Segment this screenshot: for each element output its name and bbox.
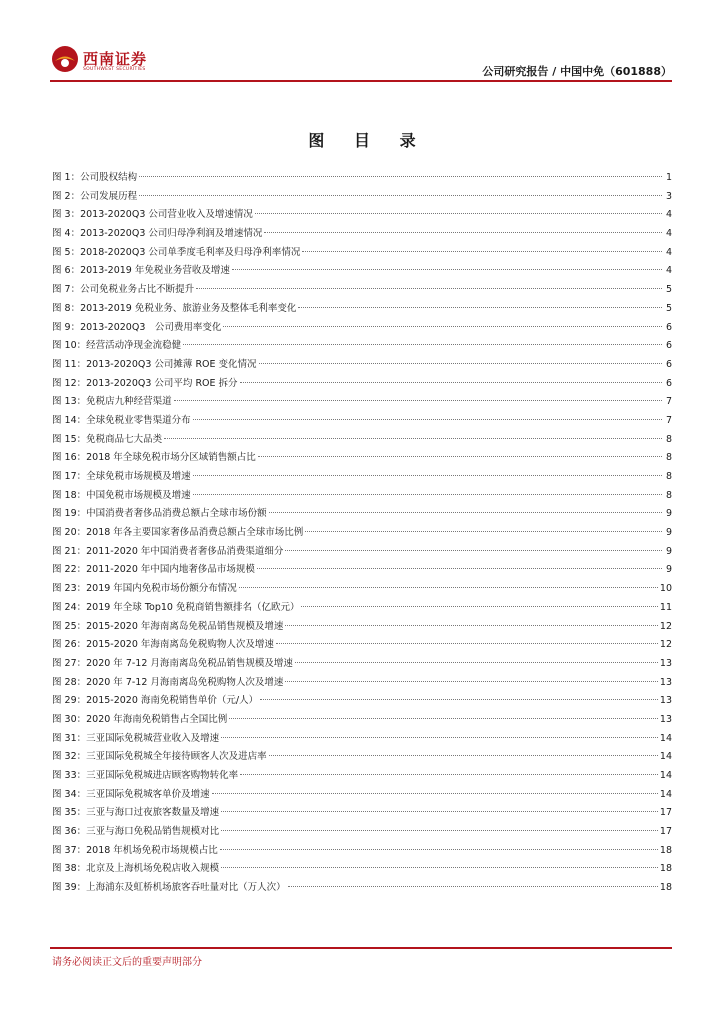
toc-entry-page: 10 [659,583,672,595]
toc-leader-dots [193,494,662,495]
logo-subtitle: SOUTHWEST SECURITIES [83,67,146,72]
toc-leader-dots [221,867,658,868]
toc-entry-page: 18 [659,882,672,894]
toc-entry-label: 图 26：2015-2020 年海南离岛免税购物人次及增速 [52,639,274,651]
toc-leader-dots [255,213,662,214]
toc-entry[interactable] [52,487,672,506]
toc-leader-dots [257,568,662,569]
toc-entry-page: 4 [665,265,672,277]
toc-leader-dots [285,681,658,682]
toc-entry[interactable] [52,337,672,356]
toc-leader-dots [295,662,658,663]
toc-leader-dots [164,438,662,439]
toc-entry-page: 5 [665,284,672,296]
toc-entry-page: 14 [659,751,672,763]
footer-divider [50,947,672,949]
toc-entry[interactable] [52,262,672,281]
toc-entry-label: 图 20：2018 年各主要国家奢侈品消费总额占全球市场比例 [52,527,304,539]
toc-entry-label: 图 31：三亚国际免税城营业收入及增速 [52,732,220,744]
toc-entry[interactable] [52,804,672,823]
logo-name: 西南证券 [83,50,148,68]
toc-leader-dots [223,326,662,327]
report-title: 公司研究报告 / 中国中免（601888） [482,65,672,78]
toc-leader-dots [229,718,658,719]
toc-entry-page: 14 [659,732,672,744]
toc-entry-label: 图 23：2019 年国内免税市场份额分布情况 [52,583,237,595]
toc-leader-dots [285,550,662,551]
toc-entry[interactable] [52,692,672,711]
toc-entry-page: 8 [665,471,672,482]
toc-leader-dots [288,886,658,887]
toc-entry-page: 4 [665,209,672,221]
toc-entry-page: 17 [659,807,672,819]
header-divider [50,80,672,82]
toc-leader-dots [258,456,662,457]
toc-entry[interactable] [52,823,672,842]
company-logo [50,44,160,76]
toc-entry-page: 13 [659,657,672,669]
toc-leader-dots [139,195,662,196]
toc-entry[interactable] [52,618,672,637]
toc-leader-dots [220,849,658,850]
toc-entry[interactable] [52,748,672,767]
toc-entry-label: 图 35：三亚与海口过夜旅客数量及增速 [52,807,220,819]
toc-entry-page: 4 [665,228,672,240]
toc-entry-page: 6 [665,340,672,352]
toc-entry-label: 图 3：2013-2020Q3 公司营业收入及增速情况 [52,209,253,221]
toc-leader-dots [183,344,662,345]
toc-entry-label: 图 34：三亚国际免税城客单价及增速 [52,788,210,800]
toc-leader-dots [221,811,658,812]
toc-entry-label: 图 29：2015-2020 海南免税销售单价（元/人） [52,695,259,707]
toc-leader-dots [193,419,662,420]
toc-leader-dots [298,307,662,308]
toc-entry-label: 图 28：2020 年 7-12 月海南离岛免税购物人次及增速 [52,676,284,688]
toc-entry-page: 8 [665,489,672,501]
toc-entry-page: 11 [659,601,672,613]
footer-disclaimer: 请务必阅读正文后的重要声明部分 [52,957,202,968]
toc-entry-page: 6 [665,377,672,389]
toc-entry-label: 图 27：2020 年 7-12 月海南离岛免税品销售规模及增速 [52,657,293,669]
toc-entry[interactable] [52,319,672,338]
toc-entry-label: 图 7：公司免税业务占比不断提升 [52,284,195,296]
toc-entry[interactable] [52,879,672,898]
toc-entry-label: 图 12：2013-2020Q3 公司平均 ROE 拆分 [52,377,238,389]
toc-entry[interactable] [52,244,672,263]
toc-entry[interactable] [52,206,672,225]
toc-entry-label: 图 2：公司发展历程 [52,190,138,202]
toc-entry[interactable] [52,543,672,562]
toc-leader-dots [239,587,658,588]
toc-entry[interactable] [52,655,672,674]
toc-entry-page: 9 [665,564,672,576]
toc-entry-page: 9 [665,508,672,520]
toc-entry-page: 13 [659,713,672,725]
toc-entry-page: 18 [659,844,672,856]
toc-leader-dots [264,232,662,233]
toc-entry[interactable] [52,431,672,450]
toc-entry-label: 图 38：北京及上海机场免税店收入规模 [52,863,220,875]
toc-entry[interactable] [52,412,672,431]
toc-entry-label: 图 22：2011-2020 年中国内地奢侈品市场规模 [52,564,255,576]
toc-entry[interactable] [52,860,672,879]
toc-entry[interactable] [52,730,672,749]
toc-entry[interactable] [52,356,672,375]
toc-entry-label: 图 37：2018 年机场免税市场规模占比 [52,844,218,856]
toc-entry[interactable] [52,561,672,580]
toc-entry-label: 图 32：三亚国际免税城全年接待顾客人次及进店率 [52,751,267,763]
toc-leader-dots [212,793,658,794]
toc-entry[interactable] [52,225,672,244]
toc-entry-page: 9 [665,527,672,539]
logo-emblem-icon [50,44,80,74]
toc-entry[interactable] [52,281,672,300]
toc-entry-label: 图 25：2015-2020 年海南离岛免税品销售规模及增速 [52,620,284,632]
toc-leader-dots [276,643,658,644]
toc-entry-label: 图 30：2020 年海南免税销售占全国比例 [52,713,228,725]
toc-leader-dots [269,512,662,513]
toc-entry-label: 图 16：2018 年全球免税市场分区域销售额占比 [52,452,256,464]
toc-entry-label: 图 4：2013-2020Q3 公司归母净利润及增速情况 [52,228,263,240]
toc-entry[interactable] [52,842,672,861]
toc-leader-dots [174,400,662,401]
toc-entry-page: 13 [659,695,672,707]
toc-entry-label: 图 9：2013-2020Q3 公司费用率变化 [52,321,222,333]
toc-leader-dots [196,288,662,289]
toc-entry[interactable] [52,300,672,319]
toc-entry-label: 图 15：免税商品七大品类 [52,433,163,445]
toc-entry[interactable] [52,711,672,730]
toc-entry[interactable] [52,636,672,655]
toc-entry-page: 3 [665,190,672,202]
toc-entry[interactable] [52,674,672,693]
toc-entry-page: 8 [665,452,672,464]
toc-entry-label: 图 21：2011-2020 年中国消费者奢侈品消费渠道细分 [52,545,284,557]
toc-entry-label: 图 6：2013-2019 年免税业务营收及增速 [52,265,230,277]
toc-entry-page: 9 [665,545,672,557]
toc-leader-dots [259,363,662,364]
toc-entry-label: 图 14：全球免税业零售渠道分布 [52,414,191,426]
toc-entry-label: 图 13：免税店九种经营渠道 [52,396,172,408]
toc-leader-dots [305,531,662,532]
toc-entry[interactable] [52,767,672,786]
toc-entry-label: 图 17：全球免税市场规模及增速 [52,471,191,482]
toc-leader-dots [221,830,658,831]
toc-entry-page: 1 [665,172,672,183]
toc-entry-label: 图 39：上海浦东及虹桥机场旅客吞吐量对比（万人次） [52,882,286,894]
toc-entry-label: 图 11：2013-2020Q3 公司摊薄 ROE 变化情况 [52,358,257,370]
toc-entry-page: 7 [665,396,672,408]
toc-entry[interactable] [52,169,672,188]
toc-entry-page: 7 [665,414,672,426]
toc-entry-label: 图 1：公司股权结构 [52,172,138,183]
toc-entry-page: 18 [659,863,672,875]
toc-entry-page: 4 [665,246,672,258]
toc-leader-dots [240,774,658,775]
toc-leader-dots [232,269,662,270]
toc-entry[interactable] [52,188,672,207]
toc-leader-dots [193,475,662,476]
toc-entry-label: 图 10：经营活动净现金流稳健 [52,340,182,352]
toc-entry-page: 6 [665,321,672,333]
toc-entry[interactable] [52,599,672,618]
toc-leader-dots [301,606,657,607]
toc-leader-dots [260,699,658,700]
toc-entry-page: 5 [665,302,672,314]
toc-entry-label: 图 19：中国消费者奢侈品消费总额占全球市场份额 [52,508,267,520]
toc-entry-label: 图 8：2013-2019 免税业务、旅游业务及整体毛利率变化 [52,302,297,314]
page-title: 图 目 录 [308,131,428,150]
toc-entry[interactable] [52,505,672,524]
toc-leader-dots [240,382,662,383]
toc-leader-dots [221,737,658,738]
toc-entry-page: 12 [659,639,672,651]
toc-entry[interactable] [52,786,672,805]
toc-entry-page: 12 [659,620,672,632]
toc-entry-page: 8 [665,433,672,445]
toc-entry-label: 图 24：2019 年全球 Top10 免税商销售额排名（亿欧元） [52,601,300,613]
toc-entry[interactable] [52,449,672,468]
toc-entry-label: 图 18：中国免税市场规模及增速 [52,489,191,501]
toc-leader-dots [269,755,658,756]
toc-entry-page: 14 [659,788,672,800]
toc-entry-page: 6 [665,358,672,370]
toc-entry-label: 图 36：三亚与海口免税品销售规模对比 [52,826,220,838]
toc-entry-page: 13 [659,676,672,688]
toc-entry[interactable] [52,468,672,487]
toc-entry-label: 图 33：三亚国际免税城进店顾客购物转化率 [52,770,239,781]
toc-leader-dots [302,251,662,252]
toc-entry-page: 14 [659,770,672,781]
figure-list [52,169,672,898]
toc-entry[interactable] [52,580,672,599]
toc-leader-dots [285,625,657,626]
toc-leader-dots [139,176,662,177]
toc-entry[interactable] [52,524,672,543]
toc-entry-label: 图 5：2018-2020Q3 公司单季度毛利率及归母净利率情况 [52,246,301,258]
toc-entry[interactable] [52,393,672,412]
toc-entry[interactable] [52,375,672,394]
toc-entry-page: 17 [659,826,672,838]
